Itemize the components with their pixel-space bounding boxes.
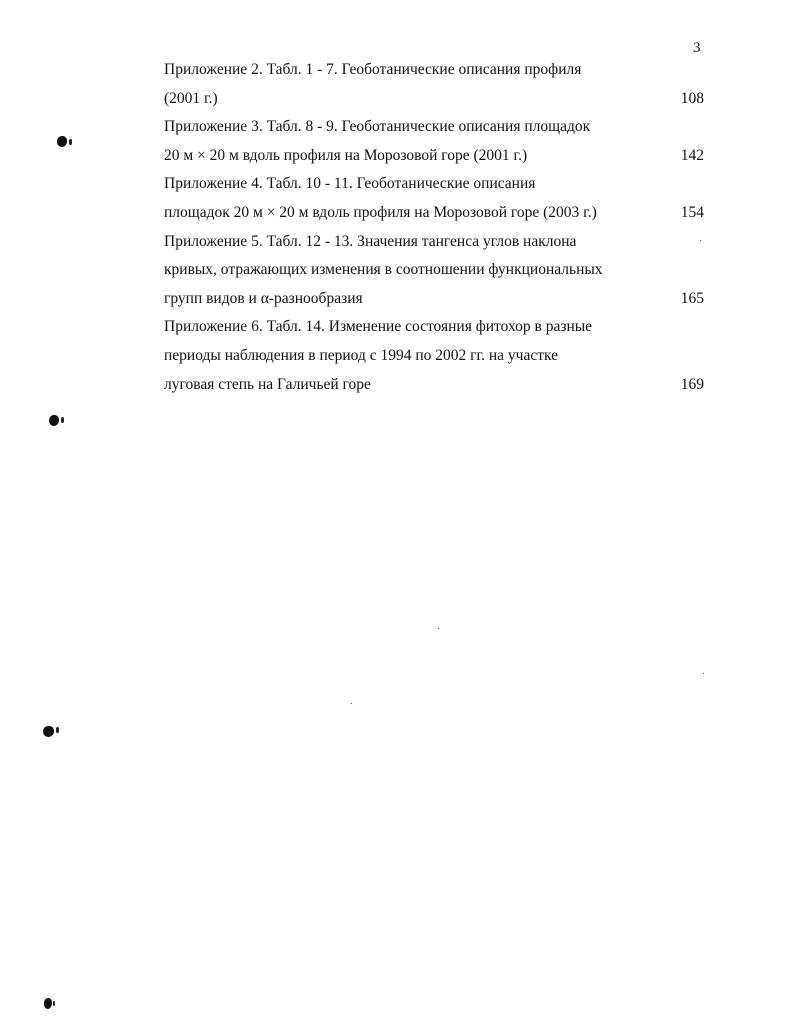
toc-entry-text: периоды наблюдения в период с 1994 по 2002 гг. на участке	[164, 346, 559, 364]
toc-page-number: 142	[680, 146, 704, 164]
toc-entry-line	[164, 85, 704, 114]
table-of-contents	[164, 56, 704, 399]
toc-entry-line	[164, 313, 704, 342]
scan-speck	[438, 628, 439, 629]
scan-speck	[703, 673, 704, 674]
toc-entry-line	[164, 142, 704, 171]
toc-entry-line	[164, 285, 704, 314]
punch-hole-mark	[57, 136, 67, 147]
toc-entry-line	[164, 199, 704, 228]
toc-entry-text: Приложение 3. Табл. 8 - 9. Геоботанические описания площадок	[164, 118, 591, 136]
scan-speck	[351, 703, 352, 704]
toc-page-number: 165	[680, 289, 704, 307]
punch-hole-mark	[56, 727, 59, 733]
toc-entry-text: Приложение 6. Табл. 14. Изменение состояния фитохор в разные	[164, 318, 593, 336]
punch-hole-mark	[49, 415, 59, 426]
toc-entry-text: луговая степь на Галичьей горе	[164, 375, 371, 393]
punch-hole-mark	[43, 726, 54, 737]
toc-page-number: 154	[680, 203, 704, 221]
punch-hole-mark	[44, 998, 52, 1009]
toc-entry-line	[164, 56, 704, 85]
toc-page-number: 108	[680, 89, 704, 107]
toc-entry-text: кривых, отражающих изменения в соотношении функциональных	[164, 261, 603, 279]
toc-entry-line	[164, 371, 704, 400]
toc-entry-line	[164, 228, 704, 257]
toc-entry-line	[164, 256, 704, 285]
toc-entry-text: Приложение 2. Табл. 1 - 7. Геоботанические описания профиля	[164, 61, 582, 78]
toc-entry-text: площадок 20 м × 20 м вдоль профиля на Морозовой горе (2003 г.)	[164, 203, 597, 221]
toc-entry-text: Приложение 5. Табл. 12 - 13. Значения тангенса углов наклона	[164, 232, 577, 250]
toc-page-number: 169	[680, 375, 704, 393]
punch-hole-mark	[69, 139, 72, 145]
toc-entry-text: Приложение 4. Табл. 10 - 11. Геоботанические описания	[164, 175, 536, 193]
toc-entry-text: 20 м × 20 м вдоль профиля на Морозовой горе (2001 г.)	[164, 146, 528, 164]
punch-hole-mark	[61, 417, 64, 423]
toc-entry-line	[164, 113, 704, 142]
toc-entry-text: (2001 г.)	[164, 89, 218, 107]
punch-hole-mark	[53, 1001, 55, 1006]
page-number: 3	[693, 40, 701, 56]
toc-entry-text: групп видов и α-разнообразия	[164, 289, 363, 307]
scan-speck	[700, 240, 701, 241]
toc-entry-line	[164, 342, 704, 371]
toc-entry-line	[164, 170, 704, 199]
